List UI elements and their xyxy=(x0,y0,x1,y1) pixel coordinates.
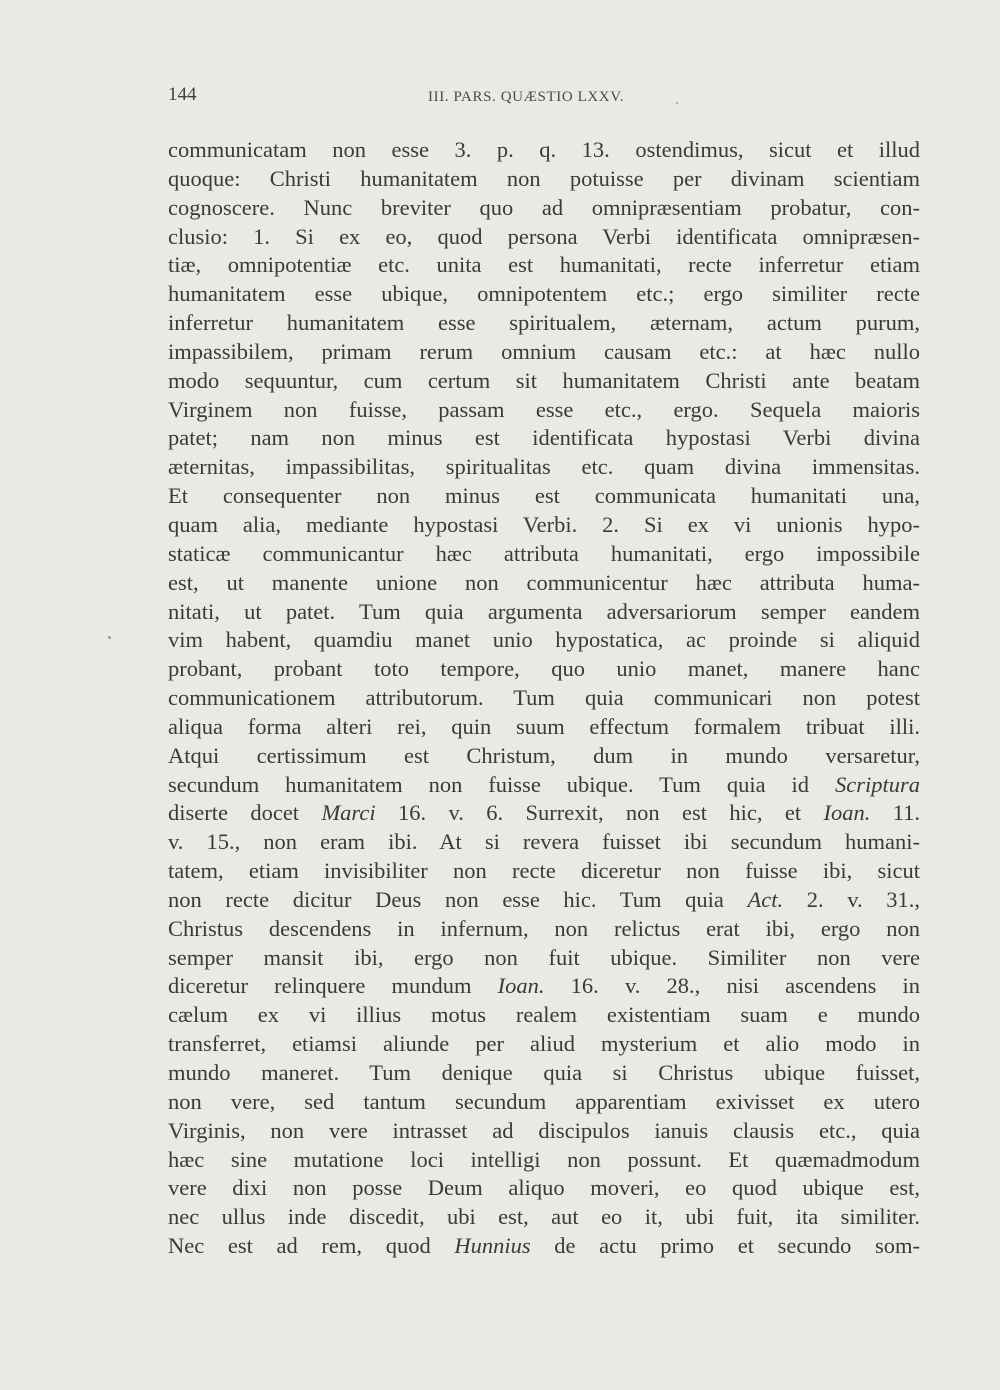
italic-reference: Marci xyxy=(321,800,376,826)
text-line: Atqui certissimum est Christum, dum in mundo versaretur, xyxy=(168,742,920,768)
text-line: humanitatem esse ubique, omnipotentem etc.; ergo similiter recte xyxy=(168,281,920,307)
text-line: mundo maneret. Tum denique quia si Christus ubique fuisset, xyxy=(168,1060,920,1085)
text-line: quam alia, mediante hypostasi Verbi. 2. Si ex vi unionis hypo- xyxy=(168,511,920,537)
text-line: probant, probant toto tempore, quo unio manet, manere hanc xyxy=(168,656,920,682)
text-line: nec ullus inde discedit, ubi est, aut eo it, ubi fuit, ita similiter. xyxy=(168,1204,920,1230)
text-line: v. 15., non eram ibi. At si revera fuisset ibi secundum humani- xyxy=(168,829,920,855)
text-line: inferretur humanitatem esse spiritualem, æternam, actum purum, xyxy=(168,310,920,336)
italic-reference: Hunnius xyxy=(454,1233,531,1259)
text-line: quoque: Christi humanitatem non potuisse per divinam scientiam xyxy=(168,165,920,191)
text-line: non vere, sed tantum secundum apparentiam exivisset ex utero xyxy=(168,1088,920,1114)
text-line: Et consequenter non minus est communicata humanitati una, xyxy=(168,483,920,509)
text-line: tiæ, omnipotentiæ etc. unita est humanitati, recte inferretur etiam xyxy=(168,252,920,278)
text-line: tatem, etiam invisibiliter non recte diceretur non fuisse ibi, sicut xyxy=(168,858,920,884)
text-line: non recte dicitur Deus non esse hic. Tum quia Act. 2. v. 31., xyxy=(168,886,920,912)
italic-reference: Scriptura xyxy=(834,771,920,797)
text-line: Christus descendens in infernum, non relictus erat ibi, ergo non xyxy=(168,915,920,941)
running-head: III. PARS. QUÆSTIO LXXV. xyxy=(428,89,625,105)
text-line: est, ut manente unione non communicentur hæc attributa huma- xyxy=(168,569,920,595)
body-text xyxy=(168,136,920,1261)
text-line: hæc sine mutatione loci intelligi non possunt. Et quæmadmodum xyxy=(168,1146,920,1172)
italic-reference: Ioan. xyxy=(497,973,545,999)
text-line: staticæ communicantur hæc attributa humanitati, ergo impossibile xyxy=(168,540,920,566)
italic-reference: Ioan. xyxy=(823,800,871,826)
text-line: secundum humanitatem non fuisse ubique. Tum quia id Scriptura xyxy=(168,771,920,797)
text-line: communicatam non esse 3. p. q. 13. ostendimus, sicut et illud xyxy=(168,137,920,162)
text-line: diserte docet Marci 16. v. 6. Surrexit, non est hic, et Ioan. 11. xyxy=(168,800,920,826)
text-line: transferret, etiamsi aliunde per aliud mysterium et alio modo in xyxy=(168,1031,920,1057)
text-line: Nec est ad rem, quod Hunnius de actu primo et secundo som- xyxy=(168,1233,920,1259)
paper-speck xyxy=(676,102,678,104)
text-line: Virginis, non vere intrasset ad discipulos ianuis clausis etc., quia xyxy=(168,1117,920,1143)
page-number: 144 xyxy=(168,84,197,105)
text-line: clusio: 1. Si ex eo, quod persona Verbi identificata omnipræsen- xyxy=(168,223,920,249)
text-line: diceretur relinquere mundum Ioan. 16. v. 28., nisi ascendens in xyxy=(168,973,920,999)
text-line: vere dixi non posse Deum aliquo moveri, eo quod ubique est, xyxy=(168,1175,920,1201)
text-line: semper mansit ibi, ergo non fuit ubique. Similiter non vere xyxy=(168,944,920,970)
text-line: cælum ex vi illius motus realem existentiam suam e mundo xyxy=(168,1002,920,1028)
text-line: vim habent, quamdiu manet unio hypostatica, ac proinde si aliquid xyxy=(168,627,920,653)
text-line: nitati, ut patet. Tum quia argumenta adversariorum semper eandem xyxy=(168,598,920,624)
text-line: cognoscere. Nunc breviter quo ad omnipræsentiam probatur, con- xyxy=(168,194,920,220)
text-line: aliqua forma alteri rei, quin suum effectum formalem tribuat illi. xyxy=(168,713,920,739)
text-line: æternitas, impassibilitas, spiritualitas etc. quam divina immensitas. xyxy=(168,454,920,480)
paper-speck xyxy=(108,636,111,639)
text-line: patet; nam non minus est identificata hypostasi Verbi divina xyxy=(168,425,920,451)
italic-reference: Act. xyxy=(747,886,784,912)
text-line: communicationem attributorum. Tum quia communicari non potest xyxy=(168,685,920,711)
text-line: impassibilem, primam rerum omnium causam etc.: at hæc nullo xyxy=(168,338,920,364)
text-line: modo sequuntur, cum certum sit humanitatem Christi ante beatam xyxy=(168,367,920,393)
text-line: Virginem non fuisse, passam esse etc., ergo. Sequela maioris xyxy=(168,396,920,422)
